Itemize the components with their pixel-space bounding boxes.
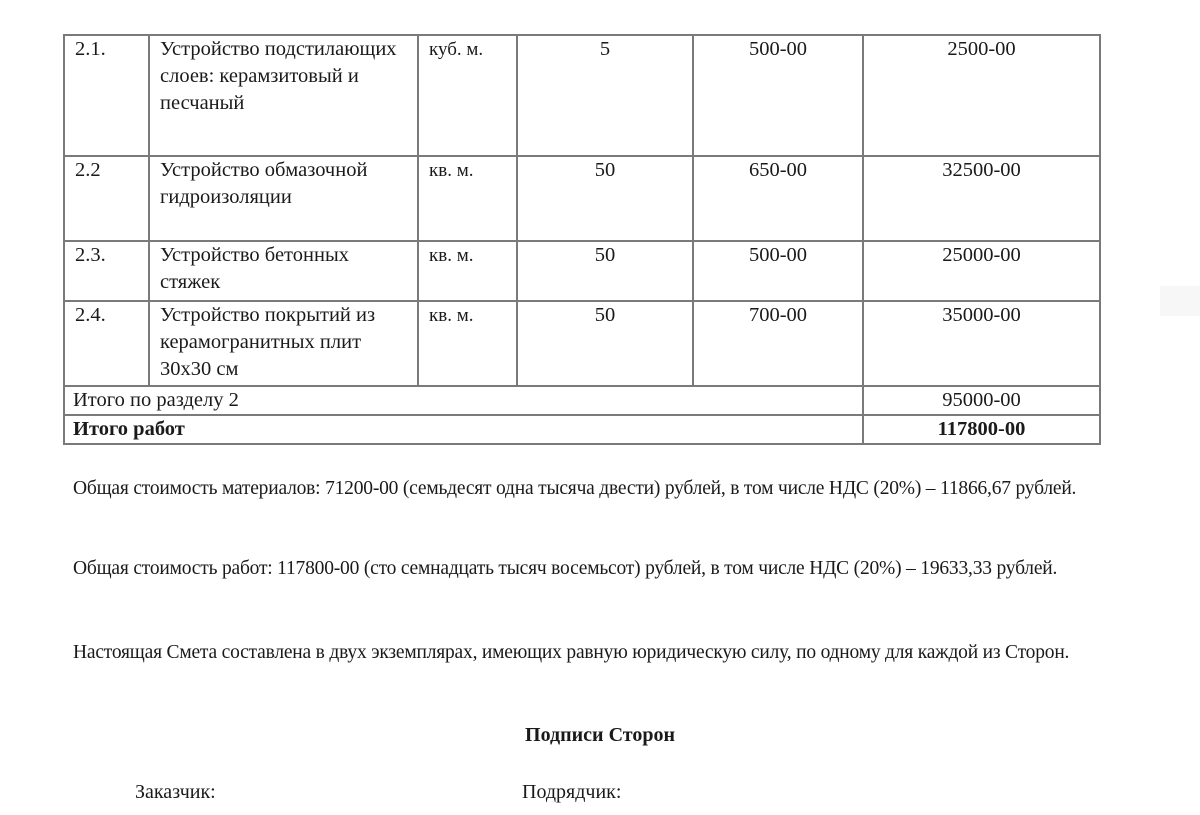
row-number: 2.2 [64, 156, 149, 241]
unit-price: 500-00 [693, 35, 863, 156]
row-total: 2500-00 [863, 35, 1100, 156]
grand-total-row [64, 415, 1100, 444]
quantity: 50 [517, 301, 693, 386]
row-number: 2.1. [64, 35, 149, 156]
table-row [64, 241, 1100, 301]
row-total: 32500-00 [863, 156, 1100, 241]
subtotal-label: Итого по разделу 2 [64, 386, 863, 415]
grand-total-label: Итого работ [64, 415, 863, 444]
table-row [64, 301, 1100, 386]
work-name: Устройство покрытий из керамогранитных плит 30х30 см [149, 301, 418, 386]
unit: кв. м. [418, 301, 517, 386]
quantity: 5 [517, 35, 693, 156]
contractor-signature-label: Подрядчик: [522, 781, 622, 803]
unit-price: 650-00 [693, 156, 863, 241]
quantity: 50 [517, 241, 693, 301]
subtotal-row [64, 386, 1100, 415]
work-name: Устройство обмазочной гидроизоляции [149, 156, 418, 241]
unit: куб. м. [418, 35, 517, 156]
materials-cost-paragraph: Общая стоимость материалов: 71200-00 (семьдесят одна тысяча двести) рублей, в том числе НДС (20%) – 11866,67 рублей. [73, 478, 1077, 499]
work-name: Устройство бетонных стяжек [149, 241, 418, 301]
row-total: 25000-00 [863, 241, 1100, 301]
table-row [64, 156, 1100, 241]
copies-paragraph: Настоящая Смета составлена в двух экземплярах, имеющих равную юридическую силу, по одному для каждой из Сторон. [73, 642, 1070, 663]
row-total: 35000-00 [863, 301, 1100, 386]
unit-price: 700-00 [693, 301, 863, 386]
customer-signature-label: Заказчик: [135, 781, 216, 803]
row-number: 2.3. [64, 241, 149, 301]
subtotal-value: 95000-00 [863, 386, 1100, 415]
unit-price: 500-00 [693, 241, 863, 301]
work-name: Устройство подстилающих слоев: керамзитовый и песчаный [149, 35, 418, 156]
estimate-table [63, 34, 1101, 445]
row-number: 2.4. [64, 301, 149, 386]
scan-artifact [1160, 286, 1200, 316]
works-cost-paragraph: Общая стоимость работ: 117800-00 (сто семнадцать тысяч восемьсот) рублей, в том числе НДС (20%) – 19633,33 рублей. [73, 558, 1058, 579]
unit: кв. м. [418, 156, 517, 241]
grand-total-value: 117800-00 [863, 415, 1100, 444]
quantity: 50 [517, 156, 693, 241]
table-row [64, 35, 1100, 156]
signatures-heading: Подписи Сторон [525, 724, 675, 746]
unit: кв. м. [418, 241, 517, 301]
